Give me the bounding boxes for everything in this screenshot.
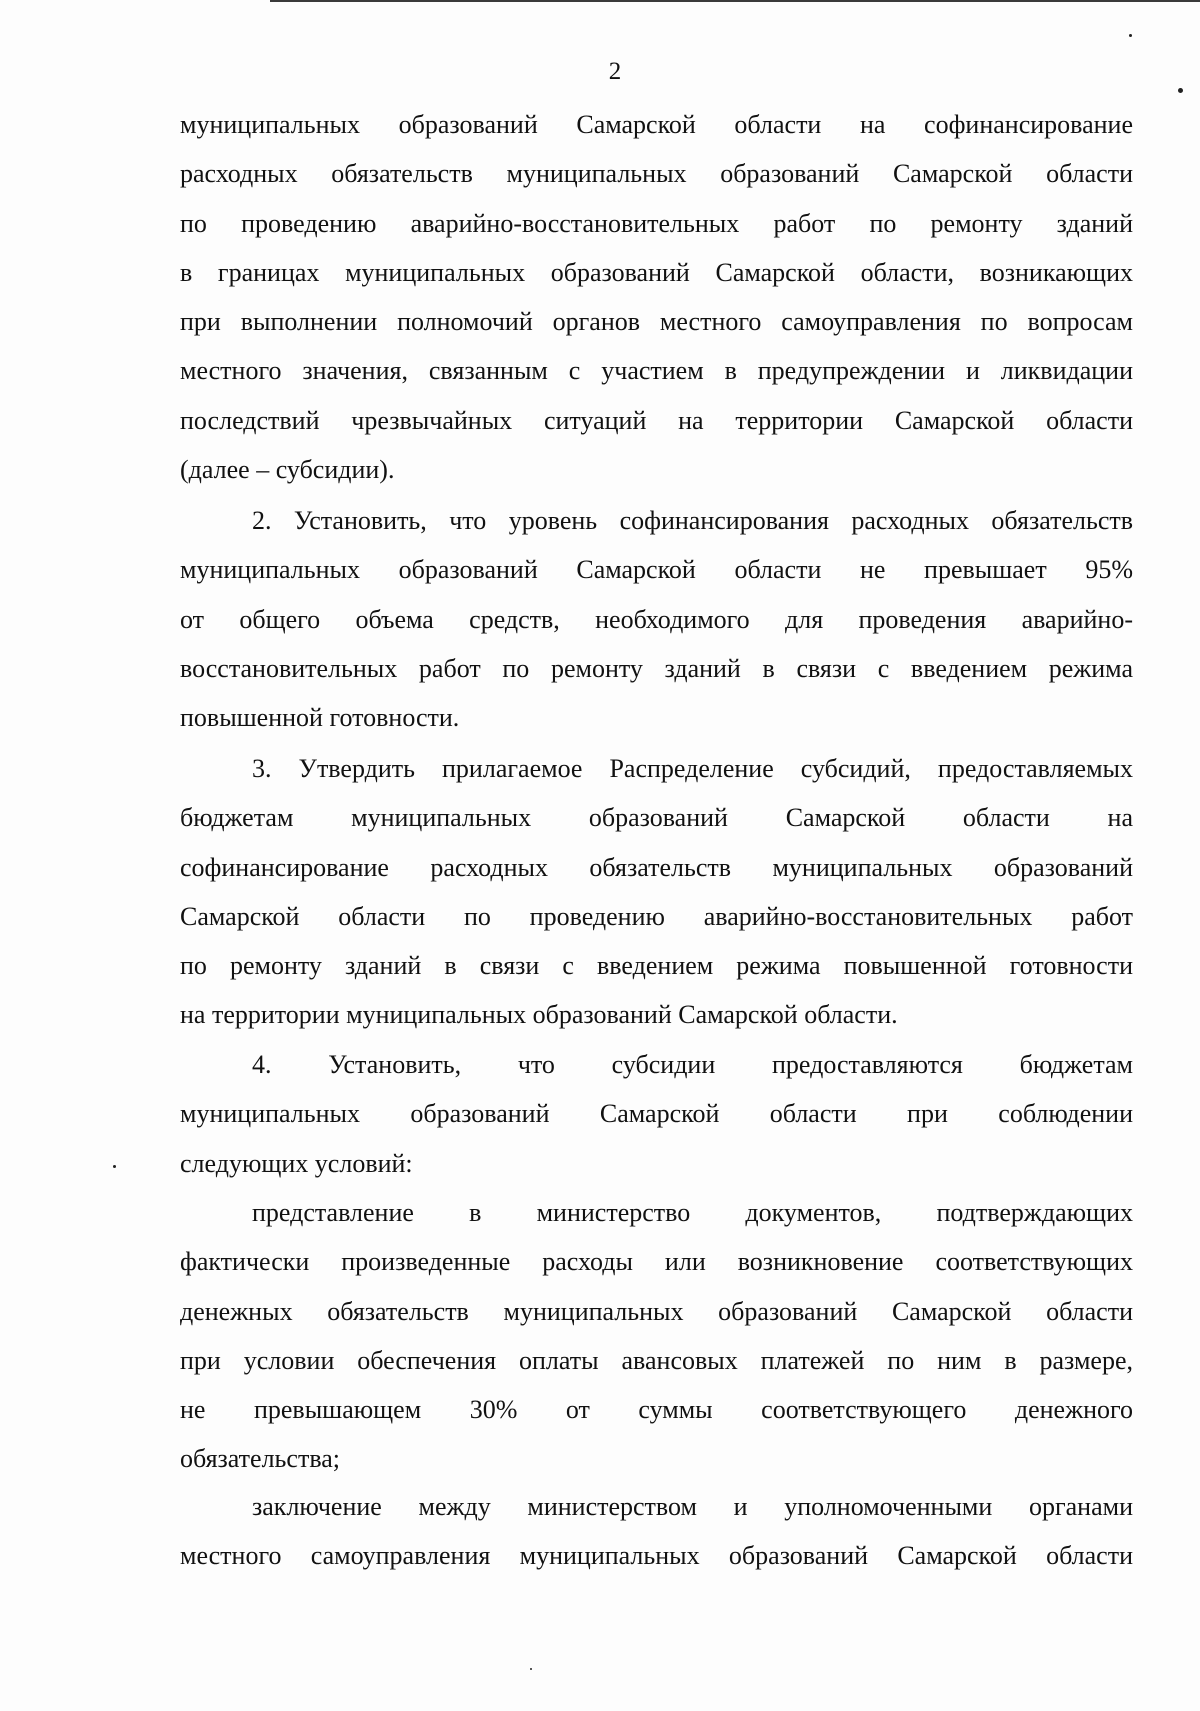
text-line: восстановительных работ по ремонту зданий в связи с введением режима xyxy=(180,653,1133,683)
text-line: муниципальных образований Самарской области на софинансирование xyxy=(180,110,1133,139)
top-border-line xyxy=(270,0,1200,2)
text-line: софинансирование расходных обязательств муниципальных образований xyxy=(180,852,1133,882)
text-line: последствий чрезвычайных ситуаций на территории Самарской области xyxy=(180,405,1133,435)
text-line: муниципальных образований Самарской области при соблюдении xyxy=(180,1099,1133,1129)
text-line: 3. Утвердить прилагаемое Распределение субсидий, предоставляемых xyxy=(252,754,1133,783)
text-line: местного значения, связанным с участием в предупреждении и ликвидации xyxy=(180,356,1133,386)
condition-documents xyxy=(180,1188,1133,1484)
text-line: при условии обеспечения оплаты авансовых платежей по ним в размере, xyxy=(180,1345,1133,1375)
text-line: представление в министерство документов, подтверждающих xyxy=(252,1198,1133,1227)
scan-speck xyxy=(1178,88,1183,93)
text-line: по проведению аварийно-восстановительных работ по ремонту зданий xyxy=(180,208,1133,238)
paragraph-item-4 xyxy=(180,1040,1133,1188)
paragraph-item-2 xyxy=(180,496,1133,742)
scan-speck xyxy=(113,1165,116,1168)
text-line: по ремонту зданий в связи с введением режима повышенной готовности xyxy=(180,951,1133,981)
text-line: не превышающем 30% от суммы соответствующего денежного xyxy=(180,1395,1133,1425)
paragraph-item-3 xyxy=(180,744,1133,1040)
condition-agreement xyxy=(180,1482,1133,1581)
text-line: от общего объема средств, необходимого для проведения аварийно- xyxy=(180,604,1133,634)
page-number: 2 xyxy=(608,58,622,85)
text-line: заключение между министерством и уполномоченными органами xyxy=(252,1492,1133,1521)
text-line: Самарской области по проведению аварийно-восстановительных работ xyxy=(180,901,1133,931)
text-line: муниципальных образований Самарской области не превышает 95% xyxy=(180,555,1133,585)
scan-speck xyxy=(530,1668,532,1670)
text-line: бюджетам муниципальных образований Самарской области на xyxy=(180,803,1133,833)
paragraph-continuation xyxy=(180,100,1133,494)
text-line: обязательства; xyxy=(180,1444,341,1474)
text-line: 4. Установить, что субсидии предоставляются бюджетам xyxy=(252,1050,1133,1079)
text-line: повышенной готовности. xyxy=(180,703,460,733)
text-line: при выполнении полномочий органов местного самоуправления по вопросам xyxy=(180,307,1133,337)
scan-speck xyxy=(1129,34,1132,37)
text-line: в границах муниципальных образований Самарской области, возникающих xyxy=(180,257,1133,287)
text-line: денежных обязательств муниципальных образований Самарской области xyxy=(180,1296,1133,1326)
text-line: местного самоуправления муниципальных образований Самарской области xyxy=(180,1541,1133,1571)
text-line: (далее – субсидии). xyxy=(180,455,395,485)
text-line: 2. Установить, что уровень софинансирования расходных обязательств xyxy=(252,506,1133,535)
text-line: на территории муниципальных образований Самарской области. xyxy=(180,1000,898,1030)
text-line: фактически произведенные расходы или возникновение соответствующих xyxy=(180,1247,1133,1277)
text-line: следующих условий: xyxy=(180,1148,413,1178)
text-line: расходных обязательств муниципальных образований Самарской области xyxy=(180,159,1133,189)
